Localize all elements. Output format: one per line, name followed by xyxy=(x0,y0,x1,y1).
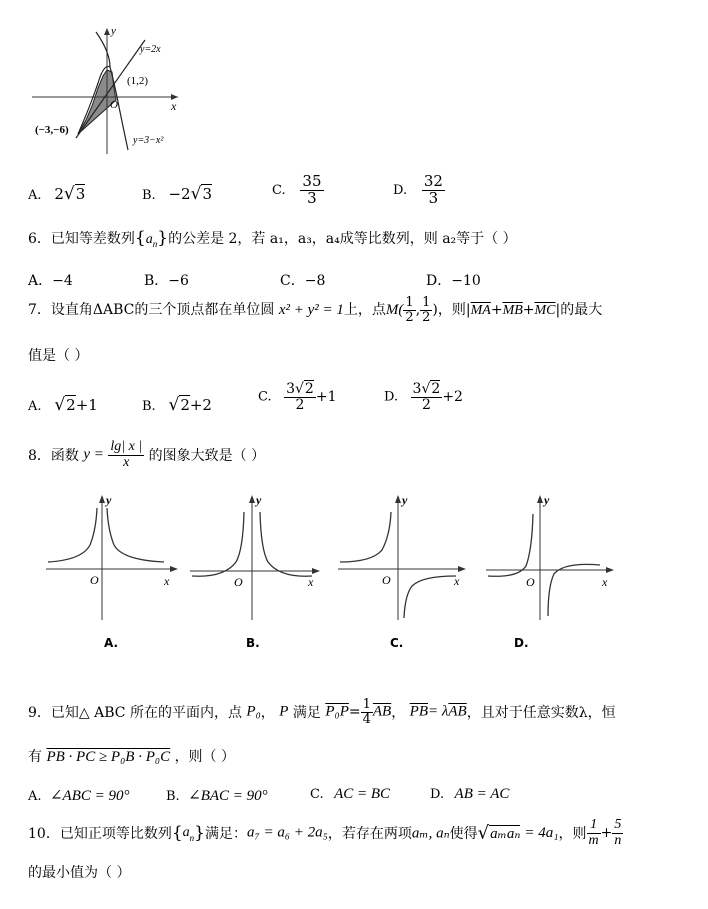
origin-label: O xyxy=(110,99,118,111)
q7-stem-4: 的最大 xyxy=(560,302,603,319)
x-axis-arrow xyxy=(458,566,466,572)
y-axis-arrow xyxy=(249,495,255,503)
q8-graph-b-label: B. xyxy=(246,636,260,650)
q7-c-rad: 2 xyxy=(304,381,314,397)
q9-frac-den: 4 xyxy=(362,711,371,727)
q5-option-a[interactable]: A. 2√3 xyxy=(28,184,86,204)
q7-c-coef: 3 xyxy=(286,381,295,397)
option-label: A. xyxy=(28,399,42,414)
q7-d-coef: 3 xyxy=(412,381,422,397)
q8-func-lhs: y = xyxy=(83,446,104,463)
q9-vec-ab: $\overline{AB}$ xyxy=(372,703,392,720)
q7-coord-num-1: 1 xyxy=(405,295,414,310)
q9-option-b[interactable] xyxy=(166,786,268,805)
q10-stem-1: 10．已知正项等比数列 xyxy=(28,826,172,843)
option-label: A. xyxy=(28,188,42,203)
q9-b-expr: ∠BAC = 90° xyxy=(188,788,268,804)
q7-vec-ma: $\overline{MA}$ xyxy=(470,303,491,319)
q7-stem-3: )，则 xyxy=(432,302,466,319)
x-axis-arrow xyxy=(606,567,614,573)
curve-label: y=3−x² xyxy=(133,135,164,146)
q5-option-c[interactable] xyxy=(272,174,324,207)
q6-seq-sub: n xyxy=(152,238,158,249)
point-1-2: (1,2) xyxy=(127,75,149,87)
q5-figure xyxy=(30,22,200,157)
q7-option-d[interactable]: D. $\frac{3√2}{2}$ +2 xyxy=(384,381,463,413)
y-axis-arrow xyxy=(395,495,401,503)
q9-option-a[interactable] xyxy=(28,786,130,805)
q9-p0: P₀ xyxy=(246,703,261,720)
q9-c-expr: AC = BC xyxy=(334,786,391,802)
q9-option-d[interactable] xyxy=(430,786,509,803)
q5-c-den: 3 xyxy=(307,188,317,207)
option-label: A. xyxy=(28,789,42,804)
q7-vec-mc: $\overline{MC}$ xyxy=(534,303,556,319)
q10-seq: a xyxy=(182,825,190,841)
q7-option-c[interactable]: C. $\frac{3√2}{2}$ +1 xyxy=(258,381,337,413)
q10-sqrt-expr: aₘaₙ xyxy=(490,825,521,842)
q8-graph-a[interactable] xyxy=(44,490,184,630)
q7-point: M( xyxy=(385,302,404,319)
q10-stem: 10．已知正项等比数列$\{a_n\}$满足：a₇ = a₆ + 2a₅，若存在两项aₘ, aₙ使得√aₘaₙ = 4a₁，则 $\frac{1}{m}$ + $\frac{5}{n}$ xyxy=(28,817,622,848)
q6-stem-1: 6．已知等差数列 xyxy=(28,231,135,247)
q9-stem-4: ， xyxy=(391,705,406,722)
q9-vec-p0p: P₀P xyxy=(325,703,349,720)
q7-d-rad: 2 xyxy=(431,381,441,397)
q9-stem-1: 9．已知△ ABC 所在的平面内，点 xyxy=(28,705,242,722)
x-label: x xyxy=(602,575,608,589)
q6-stem-2: 的公差是 2，若 a₁，a₃，a₄成等比数列，则 a₂等于（ ） xyxy=(168,231,517,247)
q8-graph-a-label: A. xyxy=(104,636,119,650)
q5-a-coef: 2 xyxy=(54,185,64,203)
o-label: O xyxy=(234,575,243,589)
option-label: C. xyxy=(258,389,272,405)
q6-seq: a xyxy=(145,232,153,247)
q7-coord-den-2: 2 xyxy=(422,309,431,325)
q8-stem-1: 8．函数 xyxy=(28,448,79,465)
q6-option-c[interactable]: C．−8 xyxy=(280,273,326,289)
q6-option-a[interactable]: A．−4 xyxy=(28,273,73,289)
line-label: y=2x xyxy=(140,44,161,55)
x-axis-label: x xyxy=(171,99,177,113)
q10-f1-num: 1 xyxy=(587,818,601,834)
q7-coord-num-2: 1 xyxy=(422,295,431,310)
q7-coord-den-1: 2 xyxy=(405,309,414,325)
y-label: y xyxy=(402,493,408,507)
y-axis-arrow xyxy=(537,495,543,503)
q10-f2-num: 5 xyxy=(614,817,622,832)
q9-frac-num: 1 xyxy=(362,697,371,712)
q7-d-tail: +2 xyxy=(442,389,463,406)
q9-stem-line2 xyxy=(28,746,235,766)
x-axis-arrow xyxy=(170,566,178,572)
q10-plus: + xyxy=(600,825,613,842)
q7-a-rad: 2 xyxy=(66,396,76,414)
option-label: C. xyxy=(272,182,286,198)
q8-graph-d[interactable] xyxy=(484,490,624,630)
q9-eq: = xyxy=(348,704,361,721)
q5-d-den: 3 xyxy=(428,188,439,207)
option-label: D. xyxy=(384,389,399,405)
q8-graph-c[interactable] xyxy=(336,490,476,630)
q9-stem-2: ， xyxy=(260,705,275,722)
q9-d-expr: AB = AC xyxy=(454,786,510,802)
q7-stem-1: 7．设直角ΔABC的三个顶点都在单位圆 xyxy=(28,302,275,319)
q8-stem-2: 的图象大致是（ ） xyxy=(148,448,266,465)
q8-graph-b[interactable] xyxy=(188,490,328,630)
q5-a-rad: 3 xyxy=(75,185,86,203)
q9-vec-ab2: $\overline{AB}$ xyxy=(448,703,467,720)
q9-a-expr: ∠ABC = 90° xyxy=(49,788,130,804)
q9-stem-5: ，且对于任意实数λ，恒 xyxy=(466,705,616,722)
q5-b-rad: 3 xyxy=(202,185,212,203)
q7-option-b[interactable]: B. √2+2 xyxy=(142,395,212,415)
x-label: x xyxy=(164,574,170,588)
q5-option-d[interactable] xyxy=(393,174,445,207)
q7-c-den: 2 xyxy=(295,396,305,413)
option-label: C. xyxy=(310,787,324,802)
q7-a-tail: +1 xyxy=(75,396,98,414)
y-label: y xyxy=(106,493,112,507)
q9-vec-pb: $\overline{PB}$ xyxy=(409,703,428,720)
option-label: B. xyxy=(142,188,156,203)
o-label: O xyxy=(382,573,391,587)
q7-stem-2: 上，点 xyxy=(343,302,386,319)
q10-stem-line2: 的最小值为（ ） xyxy=(28,865,131,881)
q8-graph-c-label: C. xyxy=(390,636,404,650)
q9-eq2: = λ xyxy=(428,703,449,720)
q9-line2-1: 有 xyxy=(28,749,42,765)
q5-option-b[interactable]: B. −2√3 xyxy=(142,184,212,204)
q7-circle-eq: x² + y² = 1 xyxy=(278,302,344,319)
q7-stem: 7．设直角ΔABC的三个顶点都在单位圆 x² + y² = 1上，点M( $\frac{1}{2}$ , $\frac{1}{2}$ )，则$|\overline{MA}+\overline{MB}+\overline{MC}|$的最大 xyxy=(28,295,603,325)
q5-d-num: 32 xyxy=(423,172,443,190)
q7-vec-mb: $\overline{MB}$ xyxy=(502,303,523,319)
q5-b-coef: −2 xyxy=(168,185,191,203)
q9-p: P xyxy=(279,703,289,720)
x-axis-arrow xyxy=(312,568,320,574)
o-label: O xyxy=(526,575,535,589)
q6-option-d[interactable]: D．−10 xyxy=(426,273,481,289)
q7-option-a[interactable]: A. √2+1 xyxy=(28,395,98,415)
q10-f1-den: m xyxy=(588,832,599,848)
curve-right xyxy=(107,508,164,562)
q10-stem-2: 满足： xyxy=(204,826,247,843)
curve-left xyxy=(340,512,391,562)
q6-stem: 6．已知等差数列$\{a_n\}$的公差是 2，若 a₁，a₃，a₄成等比数列，则 a₂等于（ ） xyxy=(28,228,517,249)
q7-b-tail: +2 xyxy=(189,396,212,414)
q7-d-den: 2 xyxy=(421,396,431,413)
q8-func-num: lg| x | xyxy=(110,439,143,454)
option-label: D. xyxy=(430,787,445,802)
option-label: D. xyxy=(393,182,408,198)
curve-right xyxy=(260,512,312,576)
y-label: y xyxy=(544,493,550,507)
option-label: B. xyxy=(166,789,180,804)
q9-stem xyxy=(28,698,616,726)
curve-left xyxy=(48,508,97,562)
option-label: B. xyxy=(142,399,156,414)
q10-terms: aₘ, aₙ xyxy=(411,825,450,842)
q9-ineq: PB · PC ≥ P₀B · P₀C xyxy=(46,749,171,765)
q10-stem-5: ，则 xyxy=(558,826,587,843)
q5-c-num: 35 xyxy=(302,172,322,190)
curve-right xyxy=(404,576,456,618)
point-neg3-neg6: (−3,−6) xyxy=(35,124,69,136)
x-label: x xyxy=(454,574,460,588)
q6-option-b[interactable]: B．−6 xyxy=(144,273,189,289)
o-label: O xyxy=(90,573,99,587)
curve-left xyxy=(488,514,533,576)
q10-cond: a₇ = a₆ + 2a₅ xyxy=(246,824,328,841)
y-axis-arrow xyxy=(104,28,110,35)
q10-seq-sub: n xyxy=(189,832,195,843)
q7-stem-line2: 值是（ ） xyxy=(28,348,89,364)
curve-left xyxy=(192,512,244,576)
q10-stem-4: 使得 xyxy=(449,826,478,843)
q7-b-rad: 2 xyxy=(180,396,190,414)
q9-stem-3: 满足 xyxy=(292,705,321,722)
line-y-2x xyxy=(76,40,145,138)
q8-func-den: x xyxy=(123,454,130,470)
q8-graph-d-label: D. xyxy=(514,636,529,650)
q8-stem xyxy=(28,440,265,470)
y-axis-arrow xyxy=(99,495,105,503)
curve-right xyxy=(548,564,600,616)
q9-line2-2: ，则（ ） xyxy=(174,749,236,765)
q10-eq-tail: = 4a₁ xyxy=(524,824,559,841)
q9-option-c[interactable] xyxy=(310,786,390,803)
y-axis-label: y xyxy=(111,25,116,37)
y-label: y xyxy=(256,493,262,507)
q10-f2-den: n xyxy=(614,832,622,848)
q10-stem-3: ，若存在两项 xyxy=(327,826,412,843)
x-label: x xyxy=(308,575,314,589)
q7-c-tail: +1 xyxy=(315,389,337,406)
